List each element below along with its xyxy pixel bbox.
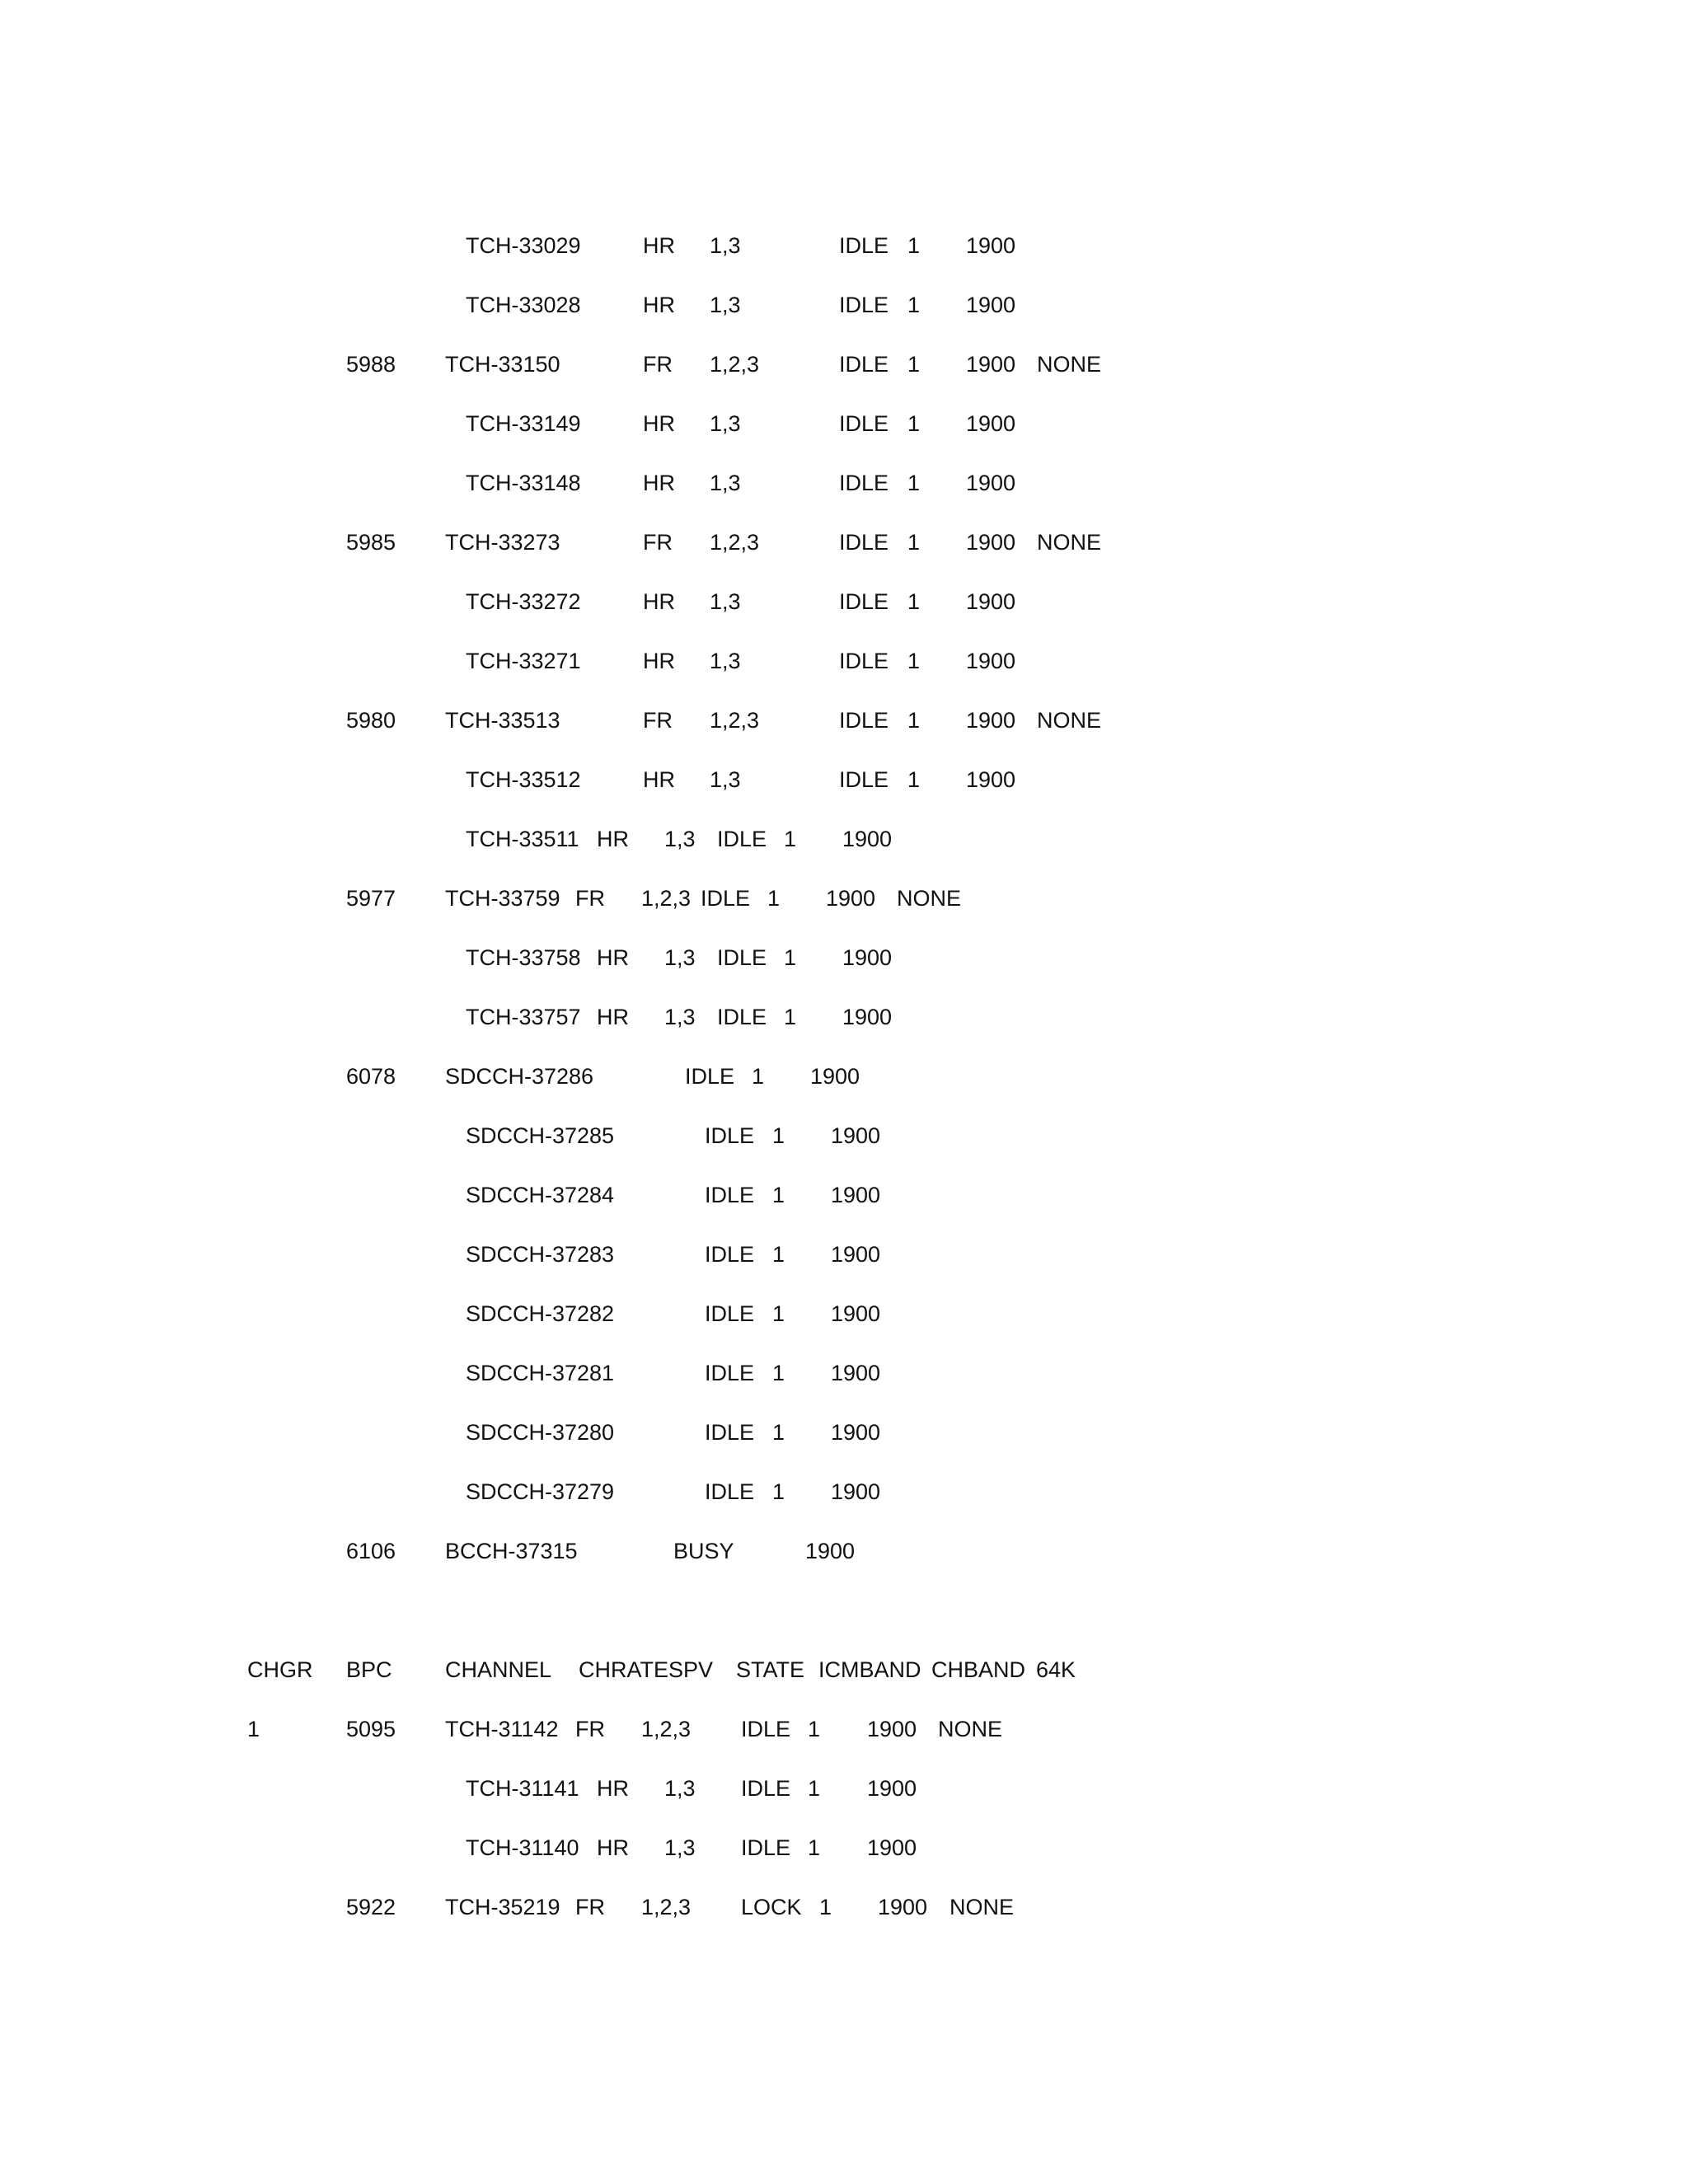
cell-icmband: 1 <box>784 827 797 851</box>
table-row <box>0 1238 1688 1271</box>
cell-state: IDLE <box>717 945 767 970</box>
table-row <box>0 704 1688 737</box>
cell-channel: TCH-31142 <box>445 1717 559 1741</box>
cell-chband: 1900 <box>966 767 1016 792</box>
table-row <box>0 1831 1688 1864</box>
cell-spv: 1,2,3 <box>641 1895 692 1919</box>
cell-chband: 1900 <box>831 1361 881 1385</box>
cell-spv: 1,3 <box>710 471 741 495</box>
cell-rate: CHRATESPV <box>579 1657 714 1682</box>
cell-chband: 1900 <box>878 1895 928 1919</box>
cell-spv: 1,3 <box>664 945 696 970</box>
cell-state: IDLE <box>705 1479 755 1504</box>
cell-spv: 1,3 <box>710 767 741 792</box>
cell-icmband: 1 <box>772 1183 785 1207</box>
cell-icmband: 1 <box>772 1242 785 1267</box>
cell-channel: TCH-33273 <box>445 530 560 555</box>
table-row <box>0 1179 1688 1212</box>
cell-chband: 1900 <box>966 708 1016 733</box>
cell-spv: 1,3 <box>710 233 741 258</box>
cell-rate: HR <box>597 827 629 851</box>
table-row <box>0 1475 1688 1508</box>
table-row <box>0 1297 1688 1330</box>
cell-icmband: 1 <box>907 708 921 733</box>
cell-k64: 64K <box>1036 1657 1076 1682</box>
cell-icmband: 1 <box>907 233 921 258</box>
cell-chband: 1900 <box>831 1242 881 1267</box>
cell-icmband: 1 <box>784 945 797 970</box>
cell-k64: NONE <box>1037 352 1102 377</box>
cell-chgr: CHGR <box>247 1657 313 1682</box>
table-row <box>0 823 1688 855</box>
table-row <box>0 1060 1688 1093</box>
cell-rate: HR <box>597 1005 629 1029</box>
cell-spv: 1,2,3 <box>710 530 760 555</box>
table-row <box>0 407 1688 440</box>
cell-rate: HR <box>643 649 675 673</box>
cell-channel: TCH-33758 <box>466 945 581 970</box>
cell-state: STATE <box>736 1657 805 1682</box>
table-row <box>0 1891 1688 1924</box>
table-row <box>0 348 1688 381</box>
cell-icmband: 1 <box>767 886 781 911</box>
cell-rate: HR <box>643 411 675 436</box>
cell-rate: FR <box>575 1717 605 1741</box>
cell-icmband: 1 <box>907 471 921 495</box>
cell-state: IDLE <box>839 589 889 614</box>
cell-icmband: 1 <box>808 1835 821 1860</box>
cell-chband: 1900 <box>966 411 1016 436</box>
cell-spv: 1,3 <box>664 1835 696 1860</box>
cell-chband: 1900 <box>867 1717 917 1741</box>
cell-channel: TCH-31141 <box>466 1776 579 1801</box>
cell-chband: 1900 <box>831 1123 881 1148</box>
cell-channel: TCH-33757 <box>466 1005 581 1029</box>
cell-channel: TCH-33028 <box>466 293 581 317</box>
cell-icmband: 1 <box>907 589 921 614</box>
cell-channel: TCH-33512 <box>466 767 581 792</box>
cell-chband: 1900 <box>842 945 893 970</box>
cell-icmband: 1 <box>907 352 921 377</box>
cell-chband: 1900 <box>966 471 1016 495</box>
cell-chband: 1900 <box>966 233 1016 258</box>
cell-bpc: 6078 <box>346 1064 396 1089</box>
table-row <box>0 1772 1688 1805</box>
cell-channel: SDCCH-37286 <box>445 1064 594 1089</box>
cell-icmband: 1 <box>772 1123 785 1148</box>
cell-spv: 1,2,3 <box>710 708 760 733</box>
cell-state: IDLE <box>839 411 889 436</box>
table-row <box>0 941 1688 974</box>
cell-channel: TCH-33149 <box>466 411 581 436</box>
cell-k64: NONE <box>1037 530 1102 555</box>
cell-bpc: 5095 <box>346 1717 396 1741</box>
cell-state: IDLE <box>685 1064 735 1089</box>
cell-rate: HR <box>643 233 675 258</box>
cell-chband: 1900 <box>966 589 1016 614</box>
cell-rate: FR <box>575 1895 605 1919</box>
cell-state: IDLE <box>717 1005 767 1029</box>
cell-k64: NONE <box>950 1895 1015 1919</box>
table-row <box>0 1119 1688 1152</box>
cell-spv: 1,3 <box>710 411 741 436</box>
cell-spv: 1,3 <box>664 1776 696 1801</box>
cell-spv: 1,2,3 <box>641 1717 692 1741</box>
cell-state: IDLE <box>705 1123 755 1148</box>
table-row <box>0 882 1688 915</box>
cell-chband: 1900 <box>831 1420 881 1445</box>
cell-spv: 1,3 <box>710 589 741 614</box>
cell-state: IDLE <box>839 767 889 792</box>
cell-rate: FR <box>643 530 673 555</box>
cell-chband: 1900 <box>966 649 1016 673</box>
cell-icmband: 1 <box>907 411 921 436</box>
table-row <box>0 288 1688 321</box>
cell-channel: SDCCH-37283 <box>466 1242 615 1267</box>
cell-state: IDLE <box>741 1717 791 1741</box>
cell-state: IDLE <box>705 1361 755 1385</box>
table-row <box>0 1713 1688 1746</box>
cell-bpc: 5988 <box>346 352 396 377</box>
cell-chband: 1900 <box>810 1064 860 1089</box>
cell-spv: 1,3 <box>710 649 741 673</box>
cell-channel: SDCCH-37285 <box>466 1123 615 1148</box>
cell-state: IDLE <box>839 352 889 377</box>
table-row <box>0 1416 1688 1449</box>
cell-channel: BCCH-37315 <box>445 1539 578 1563</box>
cell-rate: FR <box>575 886 605 911</box>
table-row <box>0 763 1688 796</box>
cell-state: IDLE <box>741 1776 791 1801</box>
cell-state: IDLE <box>839 293 889 317</box>
cell-channel: SDCCH-37280 <box>466 1420 615 1445</box>
cell-bpc: 5977 <box>346 886 396 911</box>
table-row <box>0 585 1688 618</box>
cell-chband: 1900 <box>966 352 1016 377</box>
cell-icmband: 1 <box>784 1005 797 1029</box>
table-row <box>0 466 1688 499</box>
cell-state: IDLE <box>705 1183 755 1207</box>
table-row <box>0 1535 1688 1568</box>
cell-icmband: 1 <box>772 1479 785 1504</box>
cell-chband: 1900 <box>805 1539 856 1563</box>
cell-state: IDLE <box>839 233 889 258</box>
cell-rate: HR <box>643 293 675 317</box>
cell-chband: 1900 <box>867 1776 917 1801</box>
cell-channel: TCH-35219 <box>445 1895 560 1919</box>
cell-chband: CHBAND <box>931 1657 1026 1682</box>
table-header-row <box>0 1653 1688 1686</box>
cell-icmband: 1 <box>819 1895 832 1919</box>
cell-chband: 1900 <box>831 1183 881 1207</box>
cell-icmband: 1 <box>808 1776 821 1801</box>
cell-channel: TCH-33511 <box>466 827 579 851</box>
cell-rate: FR <box>643 352 673 377</box>
cell-chband: 1900 <box>831 1479 881 1504</box>
cell-channel: TCH-31140 <box>466 1835 579 1860</box>
cell-channel: CHANNEL <box>445 1657 552 1682</box>
cell-spv: 1,2,3 <box>710 352 760 377</box>
cell-icmband: 1 <box>907 293 921 317</box>
cell-icmband: 1 <box>907 530 921 555</box>
cell-spv: 1,2,3 <box>641 886 692 911</box>
cell-chband: 1900 <box>831 1301 881 1326</box>
cell-rate: HR <box>643 589 675 614</box>
cell-k64: NONE <box>1037 708 1102 733</box>
cell-chband: 1900 <box>966 293 1016 317</box>
cell-icmband: 1 <box>772 1420 785 1445</box>
cell-icmband: ICMBAND <box>818 1657 921 1682</box>
cell-rate: HR <box>597 1776 629 1801</box>
cell-state: IDLE <box>839 649 889 673</box>
cell-channel: TCH-33271 <box>466 649 581 673</box>
table-row <box>0 229 1688 262</box>
cell-icmband: 1 <box>808 1717 821 1741</box>
cell-chgr: 1 <box>247 1717 260 1741</box>
cell-bpc: 5922 <box>346 1895 396 1919</box>
cell-chband: 1900 <box>842 827 893 851</box>
cell-bpc: 5980 <box>346 708 396 733</box>
cell-rate: HR <box>597 945 629 970</box>
table-row <box>0 1357 1688 1390</box>
cell-channel: TCH-33029 <box>466 233 581 258</box>
cell-k64: NONE <box>938 1717 1003 1741</box>
cell-state: LOCK <box>741 1895 802 1919</box>
cell-icmband: 1 <box>772 1301 785 1326</box>
cell-rate: HR <box>643 767 675 792</box>
cell-state: IDLE <box>705 1420 755 1445</box>
cell-icmband: 1 <box>907 767 921 792</box>
cell-spv: 1,3 <box>664 827 696 851</box>
cell-chband: 1900 <box>966 530 1016 555</box>
cell-bpc: 5985 <box>346 530 396 555</box>
cell-channel: SDCCH-37284 <box>466 1183 615 1207</box>
cell-channel: TCH-33513 <box>445 708 560 733</box>
cell-state: IDLE <box>701 886 751 911</box>
cell-chband: 1900 <box>826 886 876 911</box>
table-row <box>0 1001 1688 1033</box>
cell-bpc: BPC <box>346 1657 392 1682</box>
cell-rate: HR <box>597 1835 629 1860</box>
cell-state: IDLE <box>717 827 767 851</box>
table-row <box>0 644 1688 677</box>
cell-channel: SDCCH-37282 <box>466 1301 615 1326</box>
cell-rate: HR <box>643 471 675 495</box>
cell-k64: NONE <box>897 886 962 911</box>
cell-bpc: 6106 <box>346 1539 396 1563</box>
cell-state: IDLE <box>839 471 889 495</box>
cell-channel: TCH-33759 <box>445 886 560 911</box>
cell-channel: TCH-33150 <box>445 352 560 377</box>
cell-spv: 1,3 <box>664 1005 696 1029</box>
cell-state: IDLE <box>705 1242 755 1267</box>
cell-chband: 1900 <box>842 1005 893 1029</box>
cell-state: IDLE <box>839 708 889 733</box>
cell-icmband: 1 <box>752 1064 765 1089</box>
cell-channel: SDCCH-37279 <box>466 1479 615 1504</box>
cell-icmband: 1 <box>907 649 921 673</box>
cell-state: BUSY <box>673 1539 734 1563</box>
cell-rate: FR <box>643 708 673 733</box>
table-row <box>0 526 1688 559</box>
cell-icmband: 1 <box>772 1361 785 1385</box>
cell-state: IDLE <box>741 1835 791 1860</box>
cell-chband: 1900 <box>867 1835 917 1860</box>
cell-channel: TCH-33148 <box>466 471 581 495</box>
cell-state: IDLE <box>839 530 889 555</box>
cell-channel: SDCCH-37281 <box>466 1361 615 1385</box>
cell-state: IDLE <box>705 1301 755 1326</box>
cell-spv: 1,3 <box>710 293 741 317</box>
cell-channel: TCH-33272 <box>466 589 581 614</box>
